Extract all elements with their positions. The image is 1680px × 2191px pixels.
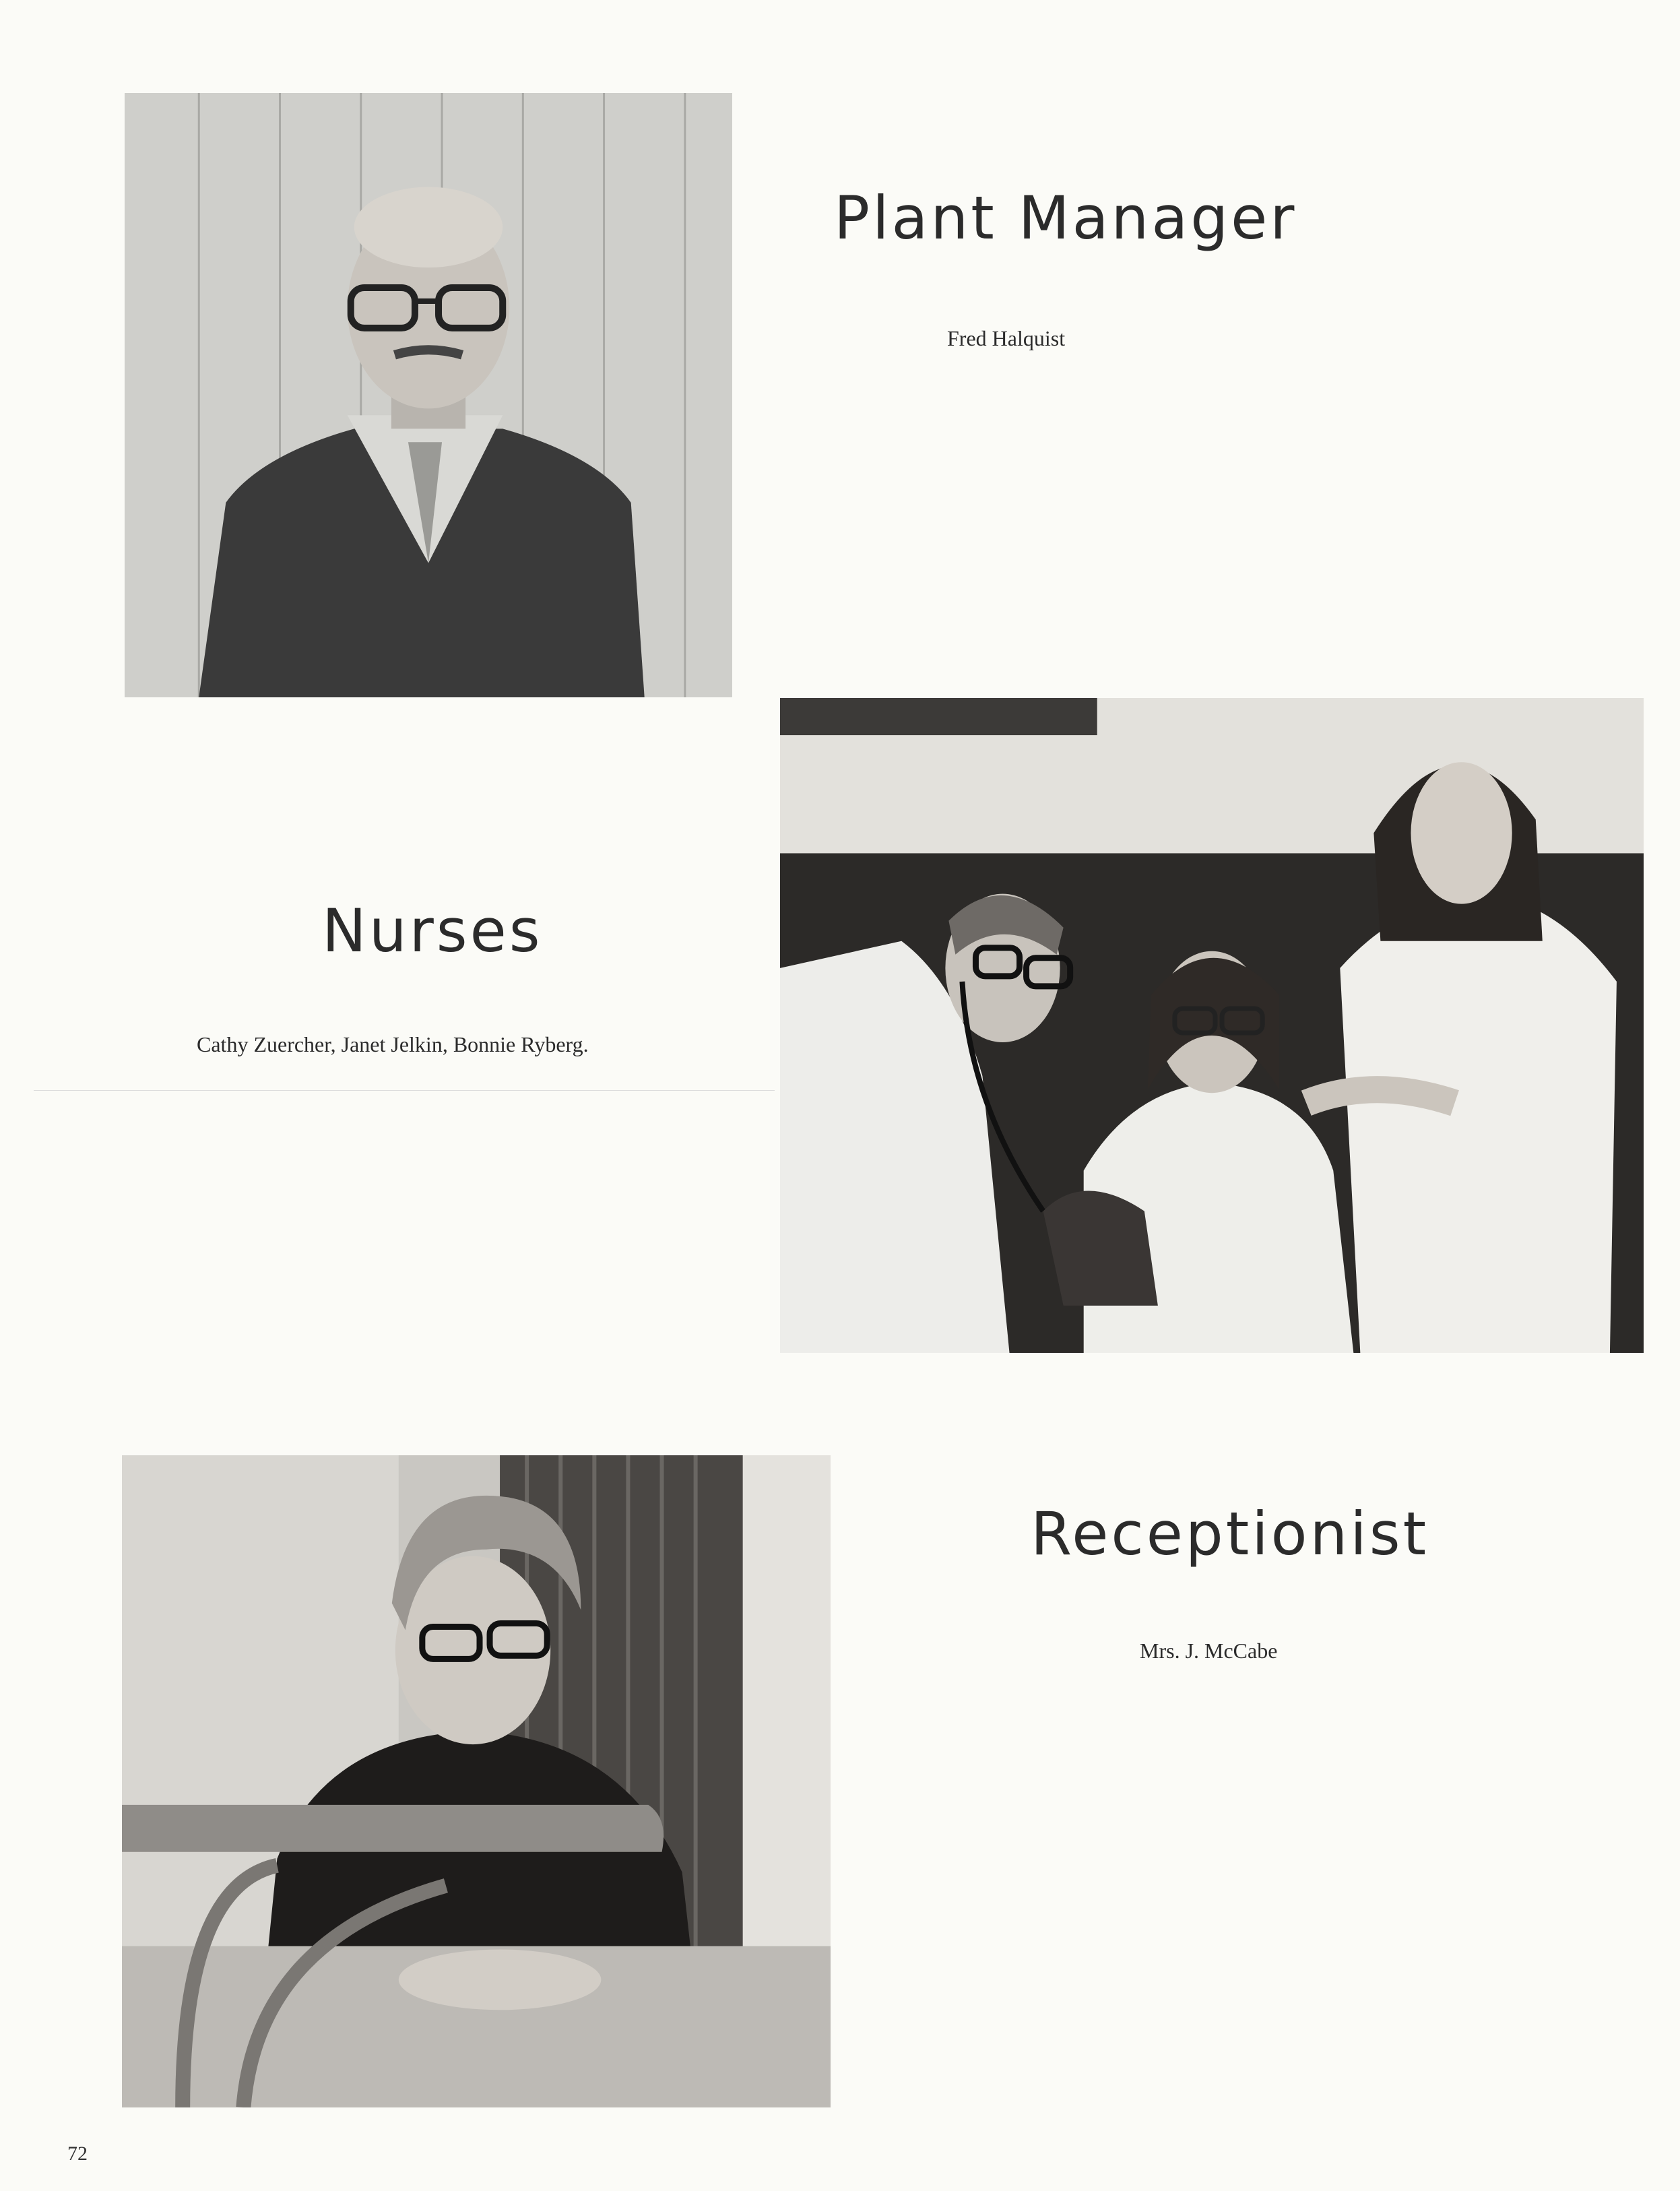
page-number: 72	[67, 2142, 88, 2165]
receptionist-photo	[122, 1455, 831, 2107]
page-fold-line	[34, 1090, 775, 1091]
plant-manager-caption: Fred Halquist	[947, 326, 1066, 350]
nurses-caption: Cathy Zuercher, Janet Jelkin, Bonnie Ryberg.	[197, 1032, 589, 1056]
plant-manager-photo	[125, 93, 732, 697]
plant-manager-heading: Plant Manager	[834, 183, 1297, 253]
receptionist-heading: Receptionist	[1031, 1499, 1429, 1568]
receptionist-caption: Mrs. J. McCabe	[1140, 1639, 1278, 1663]
nurses-photo	[780, 698, 1644, 1353]
nurses-heading: Nurses	[322, 896, 543, 965]
